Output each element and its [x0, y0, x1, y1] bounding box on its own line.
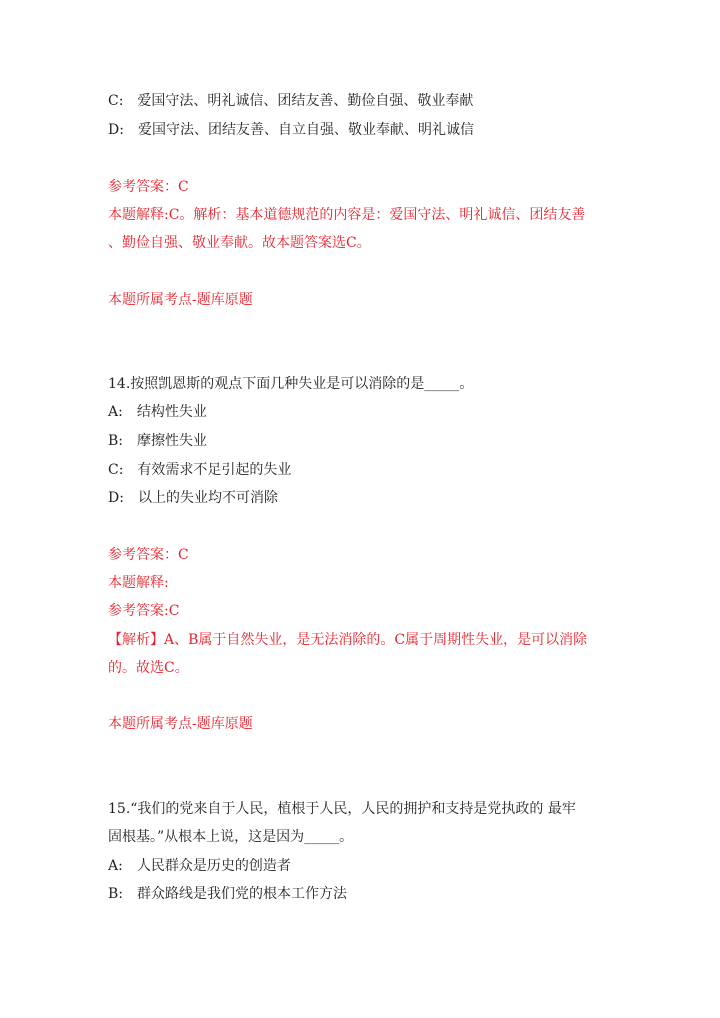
q15-option-a: A: 人民群众是历史的创造者 [108, 858, 291, 874]
q14-category: 本题所属考点-题库原题 [108, 716, 253, 732]
q14-answer: 参考答案：C [108, 547, 189, 563]
q14-answer-repeat: 参考答案:C [108, 603, 180, 619]
q13-option-c: C: 爱国守法、明礼诚信、团结友善、勤俭自强、敬业奉献 [108, 93, 474, 109]
q14-option-b: B: 摩擦性失业 [108, 433, 208, 449]
q15-stem-line2: 固根基。”从根本上说，这是因为_____。 [108, 829, 354, 845]
q14-option-c: C: 有效需求不足引起的失业 [108, 462, 292, 478]
q13-explanation-line1: 本题解释:C。解析：基本道德规范的内容是：爱国守法、明礼诚信、团结友善 [108, 207, 586, 223]
q15-option-b: B: 群众路线是我们党的根本工作方法 [108, 886, 348, 902]
q14-analysis-line1: 【解析】A、B属于自然失业，是无法消除的。C属于周期性失业，是可以消除 [108, 632, 588, 648]
q14-option-d: D: 以上的失业均不可消除 [108, 490, 278, 506]
q14-explanation-label: 本题解释: [108, 575, 169, 591]
q15-stem-line1: 15.“我们的党来自于人民，植根于人民，人民的拥护和支持是党执政的 最牢 [108, 801, 576, 817]
q14-analysis-line2: 的。故选C。 [108, 660, 189, 676]
q14-option-a: A: 结构性失业 [108, 404, 207, 420]
q14-stem: 14.按照凯恩斯的观点下面几种失业是可以消除的是_____。 [108, 376, 474, 392]
q13-option-d: D: 爱国守法、团结友善、自立自强、敬业奉献、明礼诚信 [108, 122, 474, 138]
q13-explanation-line2: 、勤俭自强、敬业奉献。故本题答案选C。 [108, 235, 371, 251]
q13-answer: 参考答案：C [108, 179, 189, 195]
q13-category: 本题所属考点-题库原题 [108, 292, 253, 308]
